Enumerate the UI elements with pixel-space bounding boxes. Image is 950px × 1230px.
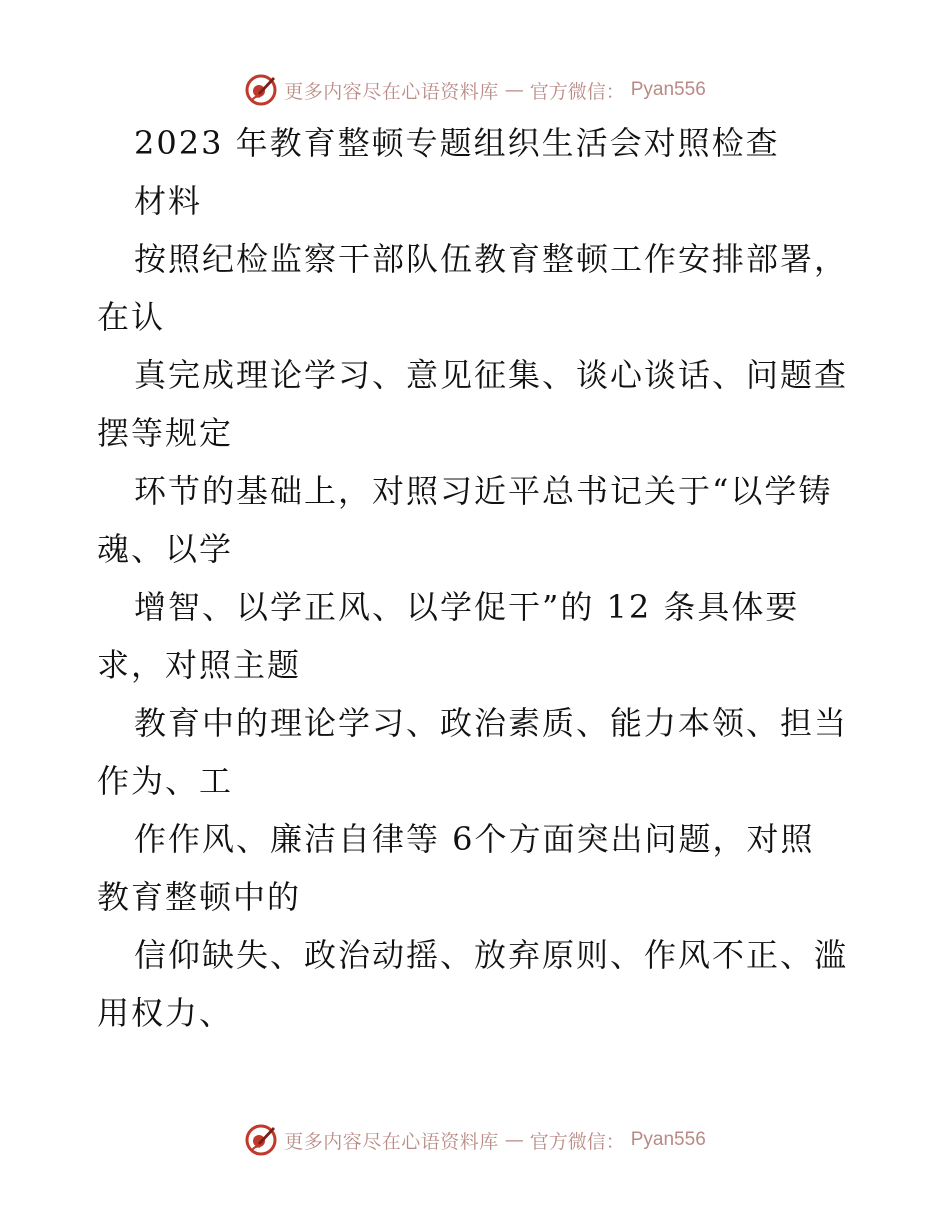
text-line: 教育整顿中的: [97, 878, 302, 916]
text-line: 魂、以学: [97, 530, 234, 568]
watermark-main-text: 更多内容尽在心语资料库: [284, 80, 499, 103]
text-line: 按照纪检监察干部队伍教育整顿工作安排部署，: [134, 240, 849, 278]
watermark-id: Pyan556: [630, 1129, 706, 1150]
text-line: 在认: [97, 298, 166, 336]
header-watermark: [0, 70, 950, 110]
watermark-sub-text: 官方微信：: [529, 1130, 625, 1153]
text-line: 作作风、廉洁自律等 6个方面突出问题，对照: [134, 820, 815, 858]
text-line: 求，对照主题: [97, 646, 302, 684]
watermark-id: Pyan556: [630, 79, 706, 100]
text-line: 教育中的理论学习、政治素质、能力本领、担当: [134, 704, 849, 742]
text-line: 2023 年教育整顿专题组织生活会对照检查: [134, 124, 780, 162]
text-line: 用权力、: [97, 994, 234, 1032]
watermark-dash: —: [504, 1129, 524, 1151]
text-line: 增智、以学正风、以学促干”的 12 条具体要: [134, 588, 800, 626]
pen-circle-logo-icon: [244, 1123, 278, 1157]
text-line: 摆等规定: [97, 414, 234, 452]
watermark-sub-text: 官方微信：: [529, 80, 625, 103]
footer-watermark: [0, 1120, 950, 1160]
text-line: 真完成理论学习、意见征集、谈心谈话、问题查: [134, 356, 849, 394]
pen-circle-logo-icon: [244, 73, 278, 107]
text-line: 环节的基础上，对照习近平总书记关于“以学铸: [134, 472, 833, 510]
text-line: 信仰缺失、政治动摇、放弃原则、作风不正、滥: [134, 936, 849, 974]
watermark-dash: —: [504, 79, 524, 101]
text-line: 材料: [134, 182, 203, 220]
document-body: [0, 114, 950, 1042]
text-line: 作为、工: [97, 762, 234, 800]
watermark-main-text: 更多内容尽在心语资料库: [284, 1130, 499, 1153]
